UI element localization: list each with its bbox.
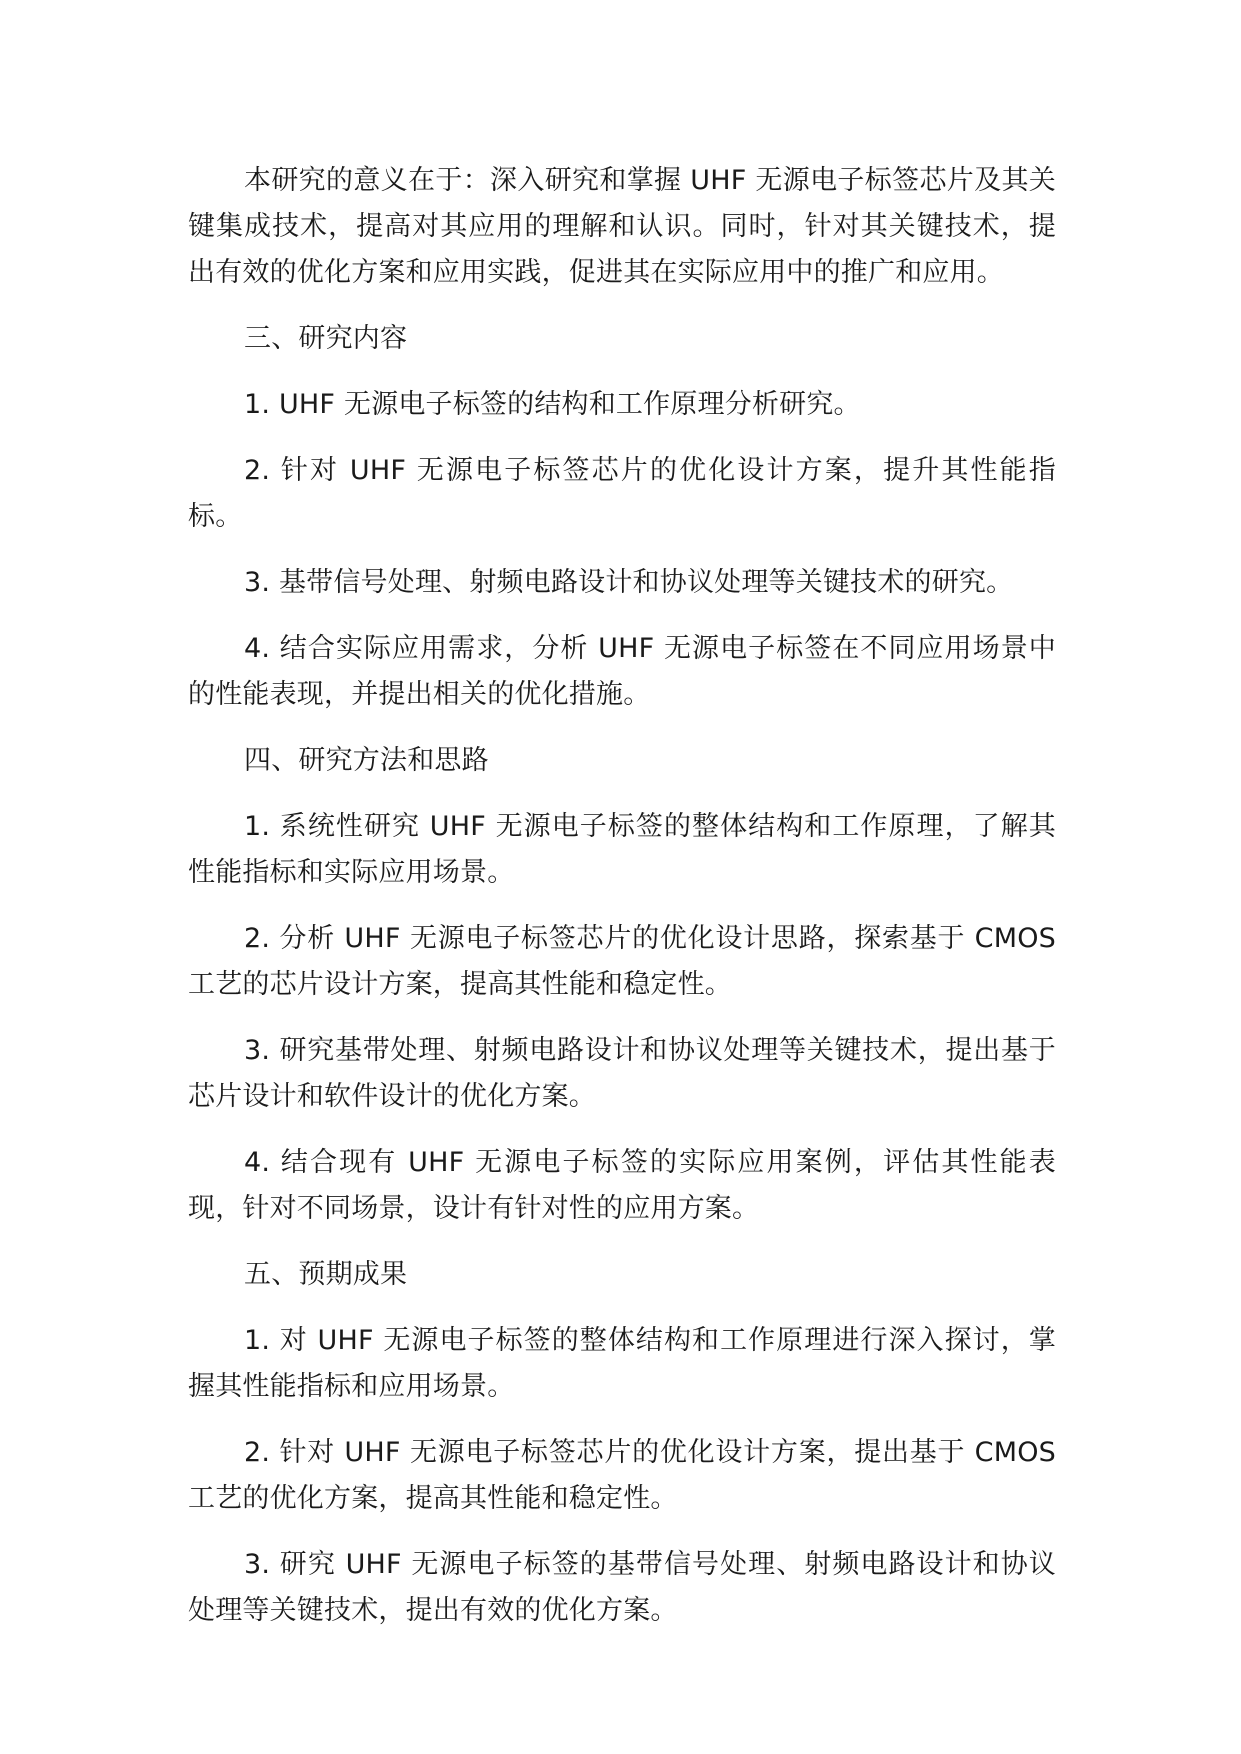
section-heading-expected-results: 五、预期成果 (244, 1259, 408, 1290)
expected-results-item-3: 3. 研究 UHF 无源电子标签的基带信号处理、射频电路设计和协议处理等关键技术，提出有效的优化方案。 (188, 1549, 1056, 1626)
section-heading-research-content: 三、研究内容 (244, 323, 408, 354)
significance-paragraph: 本研究的意义在于：深入研究和掌握 UHF 无源电子标签芯片及其关键集成技术，提高对其应用的理解和认识。同时，针对其关键技术，提出有效的优化方案和应用实践，促进其在实际应用中的推广和应用。 (188, 165, 1056, 288)
research-content-item-4: 4. 结合实际应用需求，分析 UHF 无源电子标签在不同应用场景中的性能表现，并提出相关的优化措施。 (188, 633, 1056, 710)
expected-results-item-1: 1. 对 UHF 无源电子标签的整体结构和工作原理进行深入探讨，掌握其性能指标和应用场景。 (188, 1325, 1056, 1402)
methods-item-3: 3. 研究基带处理、射频电路设计和协议处理等关键技术，提出基于芯片设计和软件设计的优化方案。 (188, 1035, 1056, 1112)
research-content-item-3: 3. 基带信号处理、射频电路设计和协议处理等关键技术的研究。 (244, 567, 1014, 598)
section-heading-methods: 四、研究方法和思路 (244, 745, 489, 776)
methods-item-2: 2. 分析 UHF 无源电子标签芯片的优化设计思路，探索基于 CMOS 工艺的芯片设计方案，提高其性能和稳定性。 (188, 923, 1056, 1000)
research-content-item-2: 2. 针对 UHF 无源电子标签芯片的优化设计方案，提升其性能指标。 (188, 455, 1056, 532)
research-content-item-1: 1. UHF 无源电子标签的结构和工作原理分析研究。 (244, 389, 861, 420)
document-body (188, 158, 1056, 1654)
methods-item-4: 4. 结合现有 UHF 无源电子标签的实际应用案例，评估其性能表现，针对不同场景，设计有针对性的应用方案。 (188, 1147, 1056, 1224)
methods-item-1: 1. 系统性研究 UHF 无源电子标签的整体结构和工作原理，了解其性能指标和实际应用场景。 (188, 811, 1056, 888)
expected-results-item-2: 2. 针对 UHF 无源电子标签芯片的优化设计方案，提出基于 CMOS 工艺的优化方案，提高其性能和稳定性。 (188, 1437, 1056, 1514)
